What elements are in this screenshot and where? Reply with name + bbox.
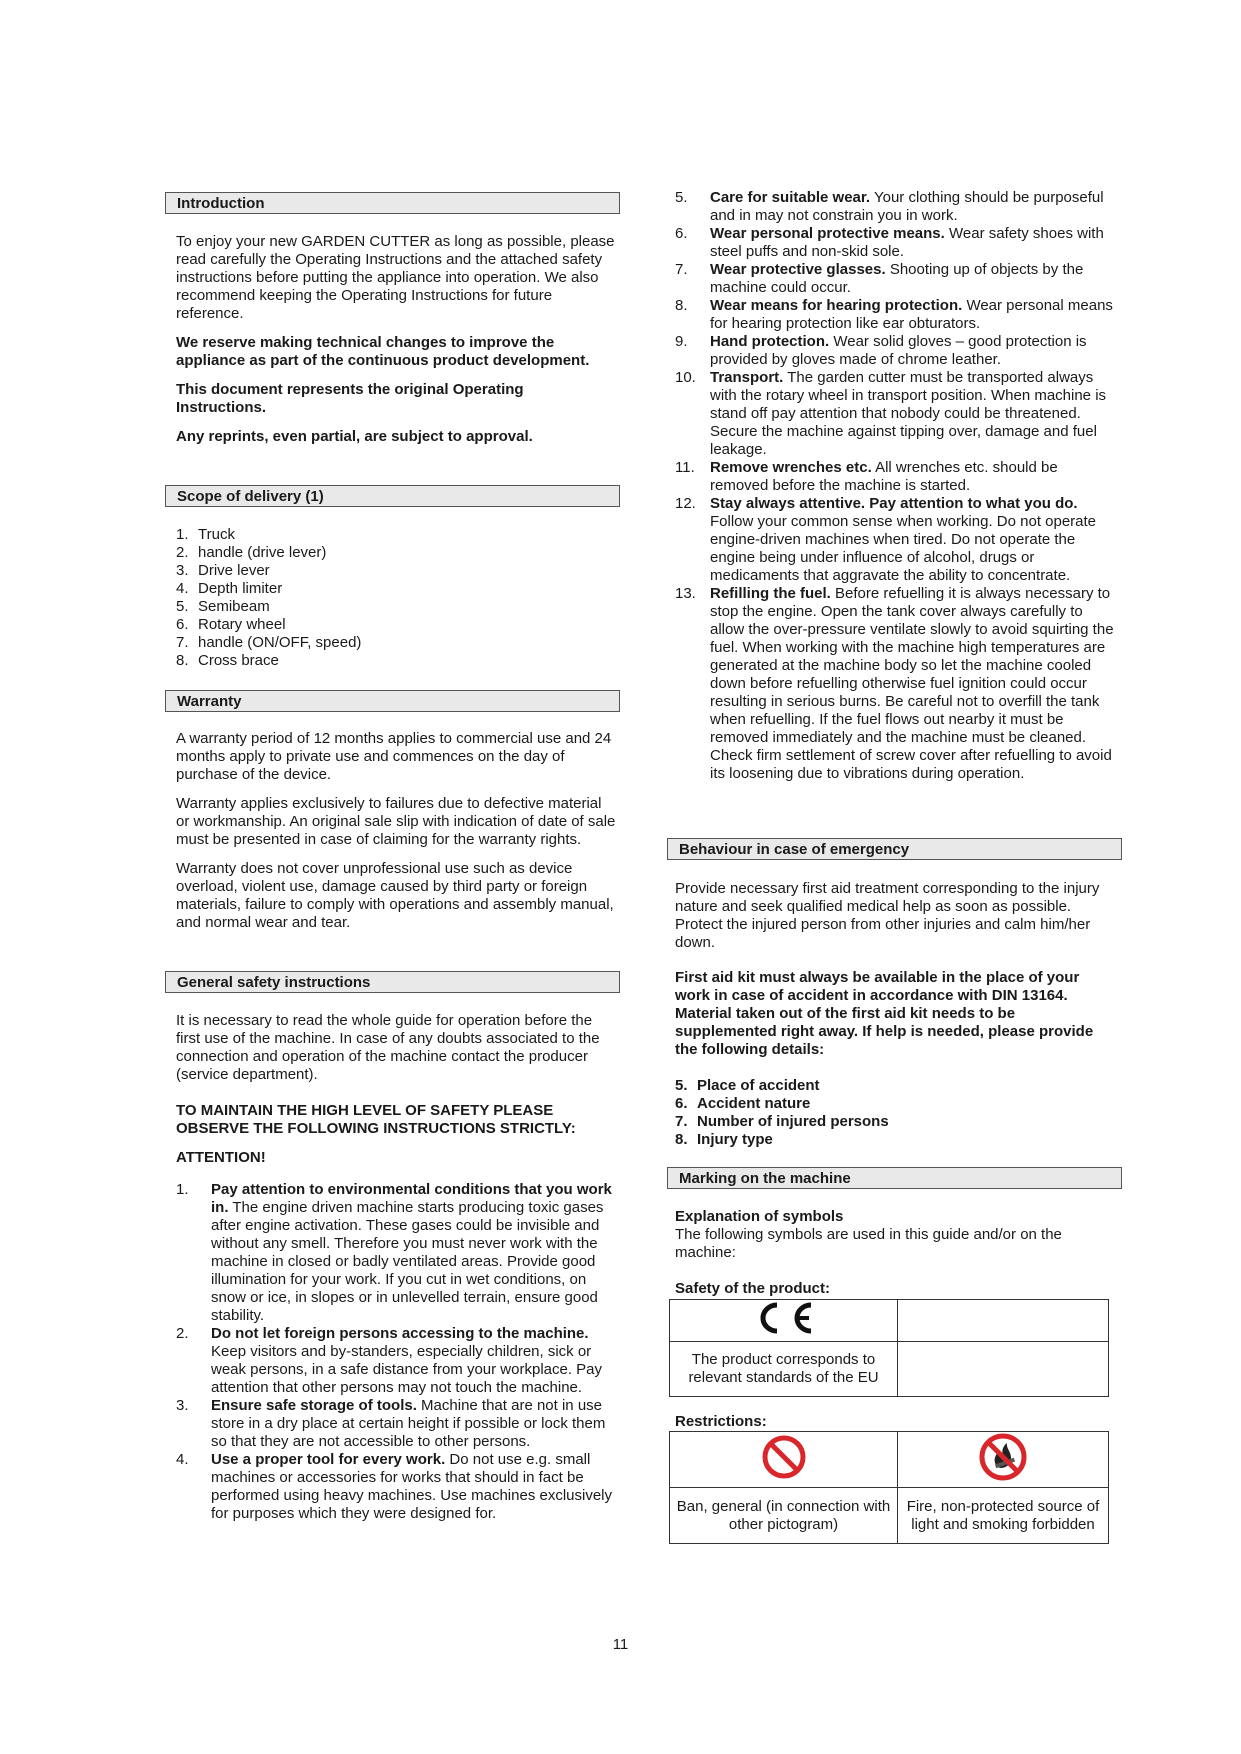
safety-list-right: [675, 189, 1115, 783]
safety-instruction-text: Wear solid gloves – good protection is provided by gloves made of chrome leather.: [710, 333, 1087, 368]
emergency-details-list: [675, 1077, 1118, 1149]
safety-list-left: [176, 1181, 616, 1523]
safety-instruction-item: [675, 225, 1115, 261]
first-aid-note: First aid kit must always be available in the place of your work in case of accident in accordance with DIN 13164. Material taken out of the first aid kit needs to be supplemented right away. If help is needed, please provide the following details:: [675, 969, 1094, 1058]
scope-list-item: [176, 598, 616, 616]
scope-list-number: 1.: [176, 526, 189, 543]
scope-list-label: Cross brace: [198, 652, 279, 669]
safety-instruction-text: Before refuelling it is always necessary to stop the engine. Open the tank cover always carefully to allow the over-pressure ventilate slowly to avoid squirting the fuel. When working with the machine high temperatures are generated at the machine body so let the machine cooled down before refuelling otherwise fuel ignition could occur resulting in serious burns. Be careful not to overfill the tank when refuelling. If the fuel flows out nearby it must be removed immediately and the machine must be cleaned. Check firm settlement of screw cover after refuelling to avoid its loosening due to vibrations during operation.: [710, 585, 1114, 782]
safety-instruction-text: Do not use e.g. small machines or accessories for works that should in fact be performed using heavy machines. Use machines exclusively for purposes which they were designed for.: [211, 1451, 613, 1522]
safety-instruction-title: Wear personal protective means.: [710, 225, 945, 242]
safety-instruction-item: [176, 1397, 616, 1451]
scope-list-label: handle (ON/OFF, speed): [198, 634, 362, 651]
general-safety-heading: General safety instructions: [165, 971, 620, 993]
safety-instruction-title: Do not let foreign persons accessing to the machine.: [211, 1325, 589, 1342]
safety-instruction-item: [675, 585, 1115, 783]
page-number: 11: [612, 1636, 629, 1653]
safety-instruction-number: 6.: [675, 225, 688, 242]
restriction-symbols-table: [669, 1431, 1109, 1544]
restrictions-label: Restrictions:: [675, 1413, 767, 1430]
scope-list-item: [176, 526, 616, 544]
safety-instruction-title: Hand protection.: [710, 333, 830, 350]
scope-list-item: [176, 562, 616, 580]
safety-instruction-item: [176, 1181, 616, 1325]
scope-list-label: Truck: [198, 526, 235, 543]
introduction-paragraph: To enjoy your new GARDEN CUTTER as long as possible, please read carefully the Operating Instructions and the attached safety instructions before putting the appliance into operation. We also recommend keeping the Operating Instructions for future reference.: [176, 233, 615, 322]
safety-instruction-number: 9.: [675, 333, 688, 350]
safety-instruction-text: Follow your common sense when working. Do not operate engine-driven machines when tired. Do not operate the engine being under influence of alcohol, drugs or medicaments that aggravate the ability to concentrate.: [710, 513, 1097, 584]
scope-list-number: 3.: [176, 562, 189, 579]
safety-instruction-number: 7.: [675, 261, 688, 278]
emergency-detail-item: [675, 1077, 1118, 1095]
scope-list-number: 8.: [176, 652, 189, 669]
scope-list-number: 4.: [176, 580, 189, 597]
safety-instruction-title: Pay attention to environmental conditions that you work in.: [211, 1181, 612, 1216]
safety-instruction-title: Care for suitable wear.: [710, 189, 871, 206]
warranty-paragraph-1: A warranty period of 12 months applies to commercial use and 24 months apply to private use and commences on the day of purchase of the device.: [176, 730, 612, 783]
scope-list-number: 2.: [176, 544, 189, 561]
safety-instruction-text: Shooting up of objects by the machine could occur.: [710, 261, 1084, 296]
emergency-detail-item: [675, 1131, 1118, 1149]
ce-mark-icon: [749, 1300, 819, 1336]
emergency-detail-label: Place of accident: [697, 1077, 820, 1094]
emergency-detail-number: 8.: [675, 1131, 688, 1148]
scope-list-item: [176, 634, 616, 652]
emergency-detail-label: Number of injured persons: [697, 1113, 889, 1130]
warranty-paragraph-2: Warranty applies exclusively to failures due to defective material or workmanship. An original sale slip with indication of date of sale must be presented in case of claiming for the warranty rights.: [176, 795, 616, 848]
emergency-paragraph: Provide necessary first aid treatment corresponding to the injury nature and seek qualified medical help as soon as possible. Protect the injured person from other injuries and calm him/her down.: [675, 880, 1100, 951]
safety-instruction-text: Your clothing should be purposeful and in may not constrain you in work.: [710, 189, 1104, 224]
empty-description-cell: [898, 1342, 1109, 1397]
scope-list-number: 5.: [176, 598, 189, 615]
safety-instruction-title: Transport.: [710, 369, 784, 386]
safety-instruction-item: [675, 369, 1115, 459]
safety-instruction-item: [675, 459, 1115, 495]
general-safety-paragraph: It is necessary to read the whole guide for operation before the first use of the machine. In case of any doubts associated to the connection and operation of the machine contact the producer (service department).: [176, 1012, 600, 1083]
scope-list-item: [176, 544, 616, 562]
safety-instruction-item: [176, 1325, 616, 1397]
emergency-detail-label: Accident nature: [697, 1095, 811, 1112]
scope-list-item: [176, 652, 616, 670]
original-instructions-note: This document represents the original Operating Instructions.: [176, 381, 524, 416]
scope-list-label: Drive lever: [198, 562, 270, 579]
safety-instruction-item: [675, 189, 1115, 225]
safety-caps-note: TO MAINTAIN THE HIGH LEVEL OF SAFETY PLEASE OBSERVE THE FOLLOWING INSTRUCTIONS STRICTLY:: [176, 1102, 576, 1137]
safety-instruction-text: All wrenches etc. should be removed before the machine is started.: [710, 459, 1058, 494]
safety-instruction-number: 2.: [176, 1325, 189, 1342]
safety-instruction-number: 8.: [675, 297, 688, 314]
fire-description: Fire, non-protected source of light and smoking forbidden: [898, 1488, 1109, 1544]
scope-list-label: Rotary wheel: [198, 616, 286, 633]
reprints-note: Any reprints, even partial, are subject to approval.: [176, 428, 533, 445]
attention-label: ATTENTION!: [176, 1149, 266, 1166]
safety-instruction-text: Wear safety shoes with steel puffs and non-skid sole.: [710, 225, 1104, 260]
safety-instruction-number: 10.: [675, 369, 696, 386]
emergency-detail-label: Injury type: [697, 1131, 773, 1148]
emergency-detail-number: 5.: [675, 1077, 688, 1094]
safety-instruction-text: Keep visitors and by-standers, especially children, sick or weak persons, in a safe distance from your workplace. Pay attention that other persons may not touch the machine.: [211, 1343, 603, 1396]
safety-instruction-title: Wear protective glasses.: [710, 261, 886, 278]
safety-instruction-item: [675, 261, 1115, 297]
empty-symbol-cell: [898, 1300, 1109, 1342]
marking-text: [675, 1208, 1118, 1298]
emergency-heading: Behaviour in case of emergency: [667, 838, 1122, 860]
safety-instruction-number: 1.: [176, 1181, 189, 1198]
emergency-detail-number: 7.: [675, 1113, 688, 1130]
ban-general-icon: [761, 1434, 807, 1480]
scope-list-item: [176, 580, 616, 598]
safety-instruction-number: 4.: [176, 1451, 189, 1468]
safety-instruction-text: Wear personal means for hearing protection like ear obturators.: [710, 297, 1113, 332]
safety-instruction-title: Stay always attentive. Pay attention to what you do.: [710, 495, 1078, 512]
emergency-detail-number: 6.: [675, 1095, 688, 1112]
warranty-heading: Warranty: [165, 690, 620, 712]
safety-instruction-number: 5.: [675, 189, 688, 206]
emergency-text: [675, 880, 1118, 1059]
safety-instruction-text: The engine driven machine starts producing toxic gases after engine activation. These gases could be invisible and without any smell. Therefore you must never work with the machine in closed or badly ventilated areas. Provide good illumination for your work. If you cut in wet conditions, on snow or ice, in slopes or in unlevelled terrain, ensure good stability.: [211, 1199, 604, 1324]
scope-list-number: 7.: [176, 634, 189, 651]
no-fire-smoking-icon: [978, 1432, 1028, 1482]
safety-instruction-number: 12.: [675, 495, 696, 512]
restrictions-text: [675, 1413, 1118, 1431]
safety-instruction-number: 3.: [176, 1397, 189, 1414]
safety-of-product-label: Safety of the product:: [675, 1280, 831, 1297]
emergency-detail-item: [675, 1095, 1118, 1113]
scope-list-number: 6.: [176, 616, 189, 633]
safety-instruction-item: [675, 297, 1115, 333]
warranty-text: [176, 730, 616, 932]
safety-instruction-title: Remove wrenches etc.: [710, 459, 872, 476]
scope-list-label: Semibeam: [198, 598, 270, 615]
safety-instruction-title: Refilling the fuel.: [710, 585, 831, 602]
safety-instruction-title: Use a proper tool for every work.: [211, 1451, 446, 1468]
safety-instruction-number: 11.: [675, 459, 695, 476]
ce-description: The product corresponds to relevant standards of the EU: [670, 1342, 898, 1397]
introduction-heading: Introduction: [165, 192, 620, 214]
ban-symbol-cell: [670, 1432, 898, 1488]
safety-instruction-text: The garden cutter must be transported always with the rotary wheel in transport position. When machine is stand off pay attention that nobody could be threatened. Secure the machine against tipping over, damage and fuel leakage.: [710, 369, 1107, 458]
symbols-paragraph: The following symbols are used in this guide and/or on the machine:: [675, 1226, 1062, 1261]
safety-instruction-text: Machine that are not in use store in a dry place at certain height if possible or lock them so that they are not accessible to other persons.: [211, 1397, 606, 1450]
safety-instruction-title: Wear means for hearing protection.: [710, 297, 963, 314]
general-safety-text: [176, 1012, 616, 1167]
scope-list: [176, 526, 616, 670]
scope-heading: Scope of delivery (1): [165, 485, 620, 507]
technical-changes-note: We reserve making technical changes to improve the appliance as part of the continuous product development.: [176, 334, 590, 369]
safety-instruction-title: Ensure safe storage of tools.: [211, 1397, 417, 1414]
scope-list-label: handle (drive lever): [198, 544, 327, 561]
warranty-paragraph-3: Warranty does not cover unprofessional use such as device overload, violent use, damage caused by third party or foreign materials, failure to comply with operations and assembly manual, and normal wear and tear.: [176, 860, 614, 931]
ce-symbol-cell: [670, 1300, 898, 1342]
safety-instruction-item: [675, 333, 1115, 369]
ban-description: Ban, general (in connection with other pictogram): [670, 1488, 898, 1544]
safety-instruction-number: 13.: [675, 585, 696, 602]
emergency-detail-item: [675, 1113, 1118, 1131]
symbols-subheading: Explanation of symbols: [675, 1208, 844, 1225]
safety-instruction-item: [675, 495, 1115, 585]
safety-symbols-table: [669, 1299, 1109, 1397]
marking-heading: Marking on the machine: [667, 1167, 1122, 1189]
fire-symbol-cell: [898, 1432, 1109, 1488]
scope-list-label: Depth limiter: [198, 580, 283, 597]
scope-list-item: [176, 616, 616, 634]
introduction-text: [176, 233, 616, 446]
safety-instruction-item: [176, 1451, 616, 1523]
